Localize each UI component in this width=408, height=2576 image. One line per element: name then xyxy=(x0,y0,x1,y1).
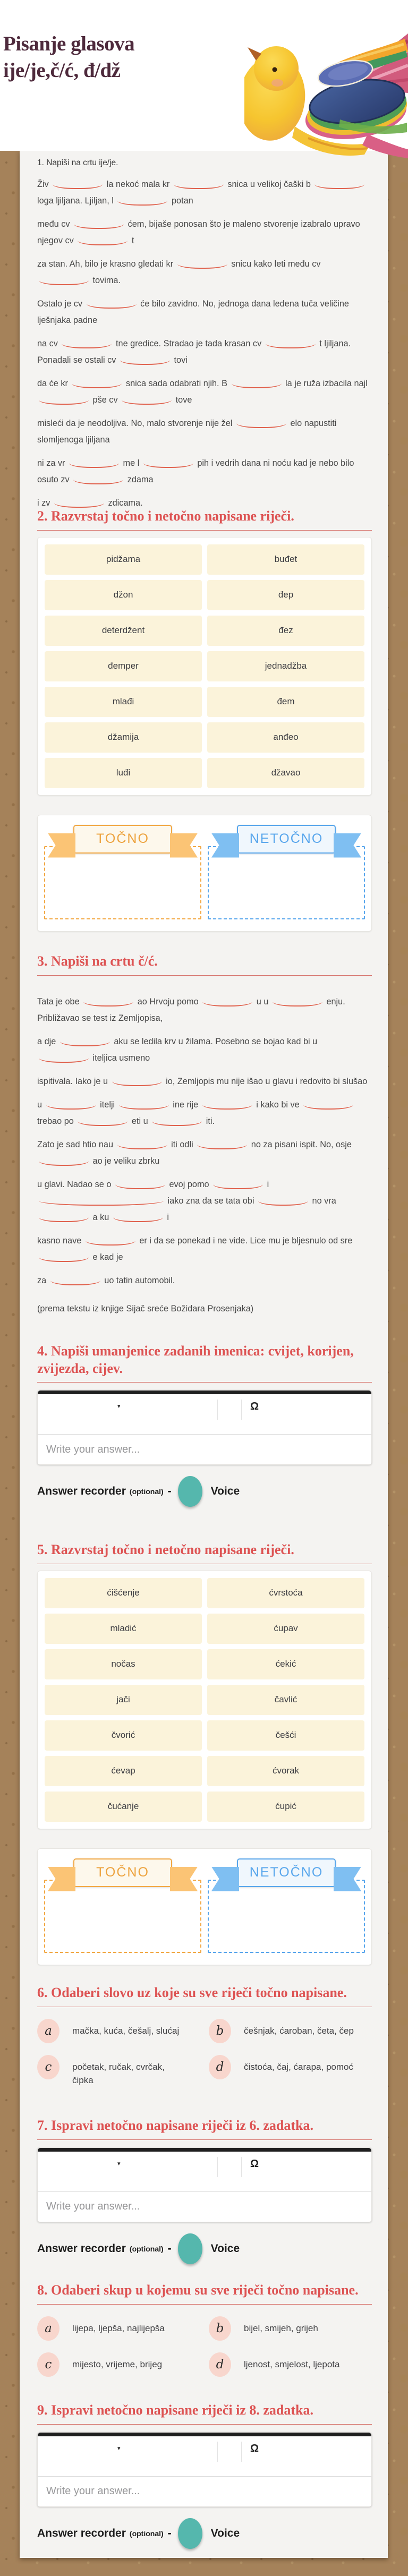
multiple-choice-option xyxy=(37,2019,209,2043)
text-fragment: er i da se ponekad i ne vide. Lice mu je bljesnulo od sre xyxy=(139,1235,353,1246)
fill-blank[interactable] xyxy=(119,1103,169,1110)
fill-blank[interactable] xyxy=(112,1079,162,1086)
task-5-sort-zones xyxy=(37,1848,372,1965)
fill-in-paragraph xyxy=(37,296,372,329)
special-character-icon[interactable]: Ω xyxy=(250,1401,259,1412)
format-dropdown-caret-icon[interactable]: ▾ xyxy=(117,2160,121,2167)
option-letter-button[interactable]: a xyxy=(37,2316,60,2341)
heading-rule xyxy=(37,975,372,976)
fill-blank[interactable] xyxy=(303,1103,353,1110)
word-chip[interactable]: đep xyxy=(207,580,364,610)
multiple-choice-option xyxy=(209,2055,372,2087)
fill-blank[interactable] xyxy=(39,1199,164,1206)
text-fragment: će bilo zavidno. No, jednoga dana ledena tuča veličine lješnjaka padne xyxy=(37,299,349,325)
task-4-heading: 4. Napiši umanjenice zadanih imenica: cvijet, korijen, zvijezda, cijev. xyxy=(37,1343,354,1376)
fill-in-paragraph xyxy=(37,1073,372,1090)
fill-blank[interactable] xyxy=(122,398,172,405)
answer-recorder xyxy=(37,1475,372,1507)
text-fragment: io, Zemljopis mu nije išao u glavu i redovito bi slušao xyxy=(166,1076,368,1086)
editor-topbar xyxy=(38,2148,371,2152)
text-fragment: ao Hrvoju pomo xyxy=(137,996,199,1006)
text-fragment: la je ruža izbacila najl xyxy=(285,379,368,388)
text-fragment: evoj pomo xyxy=(169,1179,209,1189)
heading-rule xyxy=(37,530,372,531)
answer-editor xyxy=(37,2147,372,2222)
task-2-heading: 2. Razvrstaj točno i netočno napisane riječi. xyxy=(37,508,294,524)
fill-blank[interactable] xyxy=(120,358,170,365)
word-chip[interactable]: ćišćenje xyxy=(45,1578,202,1608)
option-letter-button[interactable]: c xyxy=(37,2352,60,2377)
voice-label: Voice xyxy=(210,1485,240,1497)
toolbar-divider xyxy=(241,2442,242,2462)
answer-recorder-label: Answer recorder xyxy=(37,1485,126,1497)
answer-recorder xyxy=(37,2233,372,2265)
task-1-heading: 1. Napiši na crtu ije/je. xyxy=(37,158,118,167)
option-text: mijesto, vrijeme, brijeg xyxy=(72,2359,163,2369)
voice-label: Voice xyxy=(210,2527,240,2539)
text-fragment: ćem, bijaše ponosan što je maleno stvorenje izabralo upravo njegov cv xyxy=(37,219,360,245)
fill-blank[interactable] xyxy=(50,1278,100,1285)
toolbar-divider xyxy=(241,2157,242,2177)
fill-in-paragraph xyxy=(37,1034,372,1067)
text-fragment: tove xyxy=(175,395,192,405)
answer-recorder-label: Answer recorder xyxy=(37,2527,126,2539)
text-fragment: uo tatin automobil. xyxy=(104,1275,175,1285)
fill-blank[interactable] xyxy=(69,461,119,468)
heading-rule xyxy=(37,2304,372,2305)
word-chip[interactable]: džon xyxy=(45,580,202,610)
fill-blank[interactable] xyxy=(83,1000,133,1006)
fill-blank[interactable] xyxy=(197,1142,247,1149)
text-fragment: i xyxy=(267,1179,269,1189)
text-fragment: e kad je xyxy=(92,1252,123,1262)
page-title-line2: ije/je,č/ć, đ/dž xyxy=(3,58,121,82)
fill-blank[interactable] xyxy=(60,1039,110,1046)
fill-blank[interactable] xyxy=(202,1103,252,1110)
fill-blank[interactable] xyxy=(202,1000,252,1006)
text-fragment: zdicama. xyxy=(108,498,143,508)
option-text: lijepa, ljepša, najlijepša xyxy=(72,2323,165,2333)
text-fragment: i xyxy=(167,1212,169,1222)
word-chip[interactable]: đez xyxy=(207,616,364,646)
text-fragment: a ku xyxy=(92,1212,109,1222)
text-fragment: ine rije xyxy=(173,1099,199,1110)
heading-rule xyxy=(37,2139,372,2140)
answer-recorder xyxy=(37,2518,372,2549)
task-3-heading: 3. Napiši na crtu č/ć. xyxy=(37,953,158,969)
word-chip[interactable]: buđet xyxy=(207,544,364,575)
multiple-choice-option xyxy=(37,2352,209,2377)
task-6-heading: 6. Odaberi slovo uz koje su sve riječi točno napisane. xyxy=(37,1985,347,2000)
task-5 xyxy=(37,1541,372,1965)
fill-blank[interactable] xyxy=(266,342,316,348)
answer-recorder-dash: - xyxy=(167,1485,172,1497)
fill-blank[interactable] xyxy=(232,381,282,388)
zone-incorrect xyxy=(208,822,365,925)
option-text: ljenost, smjelost, ljepota xyxy=(244,2359,340,2369)
fill-blank[interactable] xyxy=(177,262,227,269)
text-fragment: t xyxy=(131,236,134,245)
fill-blank[interactable] xyxy=(39,1056,89,1063)
text-fragment: među cv xyxy=(37,219,70,229)
text-fragment: zdama xyxy=(127,475,154,484)
option-letter-button[interactable]: d xyxy=(209,2055,231,2079)
text-fragment: no za pisani ispit. No, osje xyxy=(251,1139,352,1149)
task-8-heading: 8. Odaberi skup u kojemu su sve riječi točno napisane. xyxy=(37,2282,359,2298)
fill-blank[interactable] xyxy=(115,1182,165,1189)
text-fragment: na cv xyxy=(37,339,58,348)
word-chip[interactable]: anđeo xyxy=(207,722,364,753)
text-fragment: me l xyxy=(123,458,140,468)
option-text: bijel, smijeh, grijeh xyxy=(244,2323,318,2333)
text-fragment: iti. xyxy=(206,1116,215,1126)
text-fragment: ispitivala. Iako je u xyxy=(37,1076,108,1086)
fill-in-paragraph xyxy=(37,376,372,408)
text-fragment: pše cv xyxy=(92,395,118,405)
word-chip[interactable]: ćvorak xyxy=(207,1756,364,1786)
answer-editor xyxy=(37,1390,372,1465)
word-chip[interactable]: ćevap xyxy=(45,1756,202,1786)
fill-blank[interactable] xyxy=(39,398,89,405)
heading-rule xyxy=(37,2424,372,2425)
text-fragment: snica sada odabrati njih. B xyxy=(125,379,227,388)
voice-label: Voice xyxy=(210,2242,240,2255)
word-chip[interactable]: ćupav xyxy=(207,1614,364,1644)
task-2 xyxy=(37,508,372,932)
text-fragment: a dje xyxy=(37,1036,56,1046)
fill-blank[interactable] xyxy=(113,1215,163,1222)
answer-editor xyxy=(37,2432,372,2507)
word-chip[interactable]: mlađi xyxy=(45,687,202,717)
text-fragment: Zato je sad htio nau xyxy=(37,1139,114,1149)
word-chip[interactable]: džamija xyxy=(45,722,202,753)
task-9-heading: 9. Ispravi netočno napisane riječi iz 8. zadatka. xyxy=(37,2402,313,2418)
word-chip[interactable]: đem xyxy=(207,687,364,717)
multiple-choice-option xyxy=(37,2316,209,2341)
heading-rule xyxy=(37,1382,372,1383)
answer-input-placeholder: Write your answer... xyxy=(46,2200,140,2212)
zone-correct-ribbon: TOČNO xyxy=(73,1858,172,1887)
fill-blank[interactable] xyxy=(86,1239,135,1246)
answer-recorder-optional: (optional) xyxy=(129,2244,164,2253)
text-fragment: u u xyxy=(256,996,269,1006)
fill-in-paragraph xyxy=(37,216,372,249)
editor-topbar xyxy=(38,2433,371,2436)
word-chip[interactable]: mladić xyxy=(45,1614,202,1644)
option-letter-button[interactable]: d xyxy=(209,2352,231,2377)
answer-recorder-label: Answer recorder xyxy=(37,2242,126,2255)
worksheet-panel xyxy=(20,151,388,2558)
word-chip[interactable]: ćekić xyxy=(207,1649,364,1679)
text-fragment: i zv xyxy=(37,498,50,508)
word-chip[interactable]: jednadžba xyxy=(207,651,364,681)
zone-correct xyxy=(44,822,201,925)
option-text: češnjak, ćaroban, četa, čep xyxy=(244,2025,354,2036)
format-dropdown-caret-icon[interactable]: ▾ xyxy=(117,1403,121,1410)
text-fragment: Tata je obe xyxy=(37,996,80,1006)
bird-icon xyxy=(244,29,408,158)
voice-record-button[interactable] xyxy=(178,2233,202,2264)
toolbar-divider xyxy=(217,2442,218,2462)
fill-blank[interactable] xyxy=(39,1215,89,1222)
word-chip[interactable]: čvorić xyxy=(45,1720,202,1751)
multiple-choice-option xyxy=(209,2352,372,2377)
voice-record-button[interactable] xyxy=(178,2518,202,2549)
text-fragment: no vra xyxy=(312,1196,336,1206)
text-fragment: misleći da je neodoljiva. No, malo stvorenje nije žel xyxy=(37,419,233,428)
answer-input[interactable] xyxy=(38,2477,371,2506)
word-chip[interactable]: ćvrstoća xyxy=(207,1578,364,1608)
text-fragment: iteljica usmeno xyxy=(92,1053,150,1063)
word-chip[interactable]: deterdžent xyxy=(45,616,202,646)
zone-incorrect-ribbon: NETOČNO xyxy=(237,1858,336,1887)
task-6 xyxy=(37,1984,372,2087)
fill-in-paragraph xyxy=(37,1273,372,1289)
option-text: početak, ručak, cvrčak, čipka xyxy=(72,2061,165,2085)
answer-input-placeholder: Write your answer... xyxy=(46,1443,140,1455)
text-fragment: u xyxy=(37,1099,42,1110)
fill-blank[interactable] xyxy=(62,342,112,348)
task-9 xyxy=(37,2402,372,2549)
zone-incorrect xyxy=(208,1855,365,1958)
fill-blank[interactable] xyxy=(73,477,123,484)
text-fragment: pih i vedrih dana ni noću kad je nebo bilo osuto zv xyxy=(37,458,354,484)
text-fragment: la nekoć mala kr xyxy=(106,180,170,189)
fill-blank[interactable] xyxy=(273,1000,322,1006)
text-fragment: elo napustiti slomljenoga ljiljana xyxy=(37,419,337,445)
text-fragment: Živ xyxy=(37,180,49,189)
fill-blank[interactable] xyxy=(39,1255,89,1262)
answer-recorder-dash: - xyxy=(167,2242,172,2255)
fill-in-paragraph xyxy=(37,1176,372,1226)
answer-recorder-optional: (optional) xyxy=(129,1487,164,1496)
task-8-options xyxy=(37,2316,372,2377)
task-3 xyxy=(37,953,372,1314)
fill-blank[interactable] xyxy=(117,1142,167,1149)
word-chip[interactable]: češći xyxy=(207,1720,364,1751)
fill-in-paragraph xyxy=(37,1233,372,1266)
format-dropdown-caret-icon[interactable]: ▾ xyxy=(117,2445,121,2452)
fill-blank[interactable] xyxy=(78,238,128,245)
fill-blank[interactable] xyxy=(236,421,286,428)
text-fragment: tne gredice. Stradao je tada krasan cv xyxy=(115,339,262,348)
task-1 xyxy=(37,158,372,518)
fill-blank[interactable] xyxy=(39,278,89,285)
fill-blank[interactable] xyxy=(72,381,122,388)
text-fragment: za xyxy=(37,1275,47,1285)
fill-blank[interactable] xyxy=(87,302,137,309)
fill-blank[interactable] xyxy=(174,182,224,189)
text-fragment: eti u xyxy=(131,1116,148,1126)
text-fragment: tovi xyxy=(174,355,188,365)
fill-in-paragraph xyxy=(37,1137,372,1170)
text-fragment: itelji xyxy=(100,1099,115,1110)
fill-blank[interactable] xyxy=(46,1103,96,1110)
fill-blank[interactable] xyxy=(314,182,364,189)
fill-blank[interactable] xyxy=(143,461,193,468)
text-fragment: trebao po xyxy=(37,1116,74,1126)
voice-record-button[interactable] xyxy=(178,1476,202,1507)
special-character-icon[interactable]: Ω xyxy=(250,2157,259,2170)
task-8 xyxy=(37,2282,372,2377)
special-character-icon[interactable]: Ω xyxy=(250,2442,259,2454)
fill-in-paragraph xyxy=(37,176,372,209)
word-chip[interactable]: ćupić xyxy=(207,1792,364,1822)
word-chip[interactable]: jači xyxy=(45,1685,202,1715)
fill-in-paragraph xyxy=(37,336,372,369)
task-1-text xyxy=(37,176,372,511)
editor-toolbar xyxy=(38,2152,371,2192)
option-text: mačka, kuća, češalj, slućaj xyxy=(72,2025,180,2036)
option-letter-button[interactable]: b xyxy=(209,2019,231,2043)
zone-correct xyxy=(44,1855,201,1958)
task-5-heading: 5. Razvrstaj točno i netočno napisane riječi. xyxy=(37,1542,294,1557)
fill-blank[interactable] xyxy=(258,1199,308,1206)
task-5-word-bank xyxy=(37,1571,372,1829)
word-chip[interactable]: čućanje xyxy=(45,1792,202,1822)
toolbar-divider xyxy=(241,1400,242,1420)
task-7 xyxy=(37,2117,372,2265)
fill-blank[interactable] xyxy=(117,199,167,206)
text-fragment: ni za vr xyxy=(37,458,65,468)
word-chip[interactable]: čavlić xyxy=(207,1685,364,1715)
toolbar-divider xyxy=(217,1400,218,1420)
text-fragment: za stan. Ah, bilo je krasno gledati kr xyxy=(37,259,174,269)
fill-blank[interactable] xyxy=(39,1159,89,1166)
text-fragment: potan xyxy=(171,196,193,206)
fill-blank[interactable] xyxy=(152,1119,202,1126)
word-chip[interactable]: nočas xyxy=(45,1649,202,1679)
toolbar-divider xyxy=(217,2157,218,2177)
fill-blank[interactable] xyxy=(213,1182,263,1189)
word-chip[interactable]: đemper xyxy=(45,651,202,681)
text-fragment: tovima. xyxy=(92,276,121,285)
text-fragment: aku se ledila krv u žilama. Posebno se bojao kad bi u xyxy=(114,1036,318,1046)
source-note: (prema tekstu iz knjige Sijač sreće Božidara Prosenjaka) xyxy=(37,1303,254,1313)
answer-recorder-dash: - xyxy=(167,2527,172,2539)
fill-in-paragraph xyxy=(37,994,372,1027)
task-2-sort-zones xyxy=(37,815,372,932)
option-letter-button[interactable]: b xyxy=(209,2316,231,2341)
text-fragment: kasno nave xyxy=(37,1235,82,1246)
multiple-choice-option xyxy=(209,2316,372,2341)
zone-incorrect-ribbon: NETOČNO xyxy=(237,825,336,854)
zone-correct-ribbon: TOČNO xyxy=(73,825,172,854)
task-3-text xyxy=(37,994,372,1289)
text-fragment: da će kr xyxy=(37,379,68,388)
word-chip[interactable]: luđi xyxy=(45,758,202,788)
word-chip[interactable]: džavao xyxy=(207,758,364,788)
text-fragment: t ljiljana. Ponadali se ostali cv xyxy=(37,339,351,365)
text-fragment: iako zna da se tata obi xyxy=(167,1196,254,1206)
answer-recorder-optional: (optional) xyxy=(129,2529,164,2538)
option-text: čistoća, čaj, ćarapa, pomoć xyxy=(244,2061,353,2072)
text-fragment: loga ljiljana. Ljiljan, l xyxy=(37,196,114,206)
editor-toolbar xyxy=(38,2436,371,2477)
fill-in-paragraph xyxy=(37,415,372,448)
editor-toolbar xyxy=(38,1394,371,1435)
fill-blank[interactable] xyxy=(54,501,104,508)
text-fragment: snicu kako leti među cv xyxy=(231,259,321,269)
fill-in-paragraph xyxy=(37,1097,372,1130)
text-fragment: ao je veliku zbrku xyxy=(92,1156,160,1166)
answer-input-placeholder: Write your answer... xyxy=(46,2485,140,2497)
fill-blank[interactable] xyxy=(74,222,124,229)
task-7-heading: 7. Ispravi netočno napisane riječi iz 6. zadatka. xyxy=(37,2118,313,2133)
answer-input[interactable] xyxy=(38,1435,371,1464)
fill-in-paragraph xyxy=(37,256,372,289)
task-4 xyxy=(37,1343,372,1507)
editor-topbar xyxy=(38,1391,371,1394)
text-fragment: enju. Približavao se test iz Zemljopisa, xyxy=(37,996,345,1023)
task-2-word-bank xyxy=(37,537,372,796)
page-title-line1: Pisanje glasova xyxy=(3,32,135,55)
multiple-choice-option xyxy=(209,2019,372,2043)
fill-blank[interactable] xyxy=(78,1119,128,1126)
multiple-choice-option xyxy=(37,2055,209,2087)
task-6-options xyxy=(37,2019,372,2087)
word-chip[interactable]: pidžama xyxy=(45,544,202,575)
text-fragment: iti odli xyxy=(171,1139,193,1149)
option-letter-button[interactable]: c xyxy=(37,2055,60,2079)
option-letter-button[interactable]: a xyxy=(37,2019,60,2043)
text-fragment: i kako bi ve xyxy=(256,1099,300,1110)
fill-blank[interactable] xyxy=(53,182,103,189)
text-fragment: Ostalo je cv xyxy=(37,299,83,309)
fill-in-paragraph xyxy=(37,455,372,488)
answer-input[interactable] xyxy=(38,2192,371,2222)
text-fragment: u glavi. Nadao se o xyxy=(37,1179,112,1189)
text-fragment: snica u velikoj čaški b xyxy=(227,180,311,189)
